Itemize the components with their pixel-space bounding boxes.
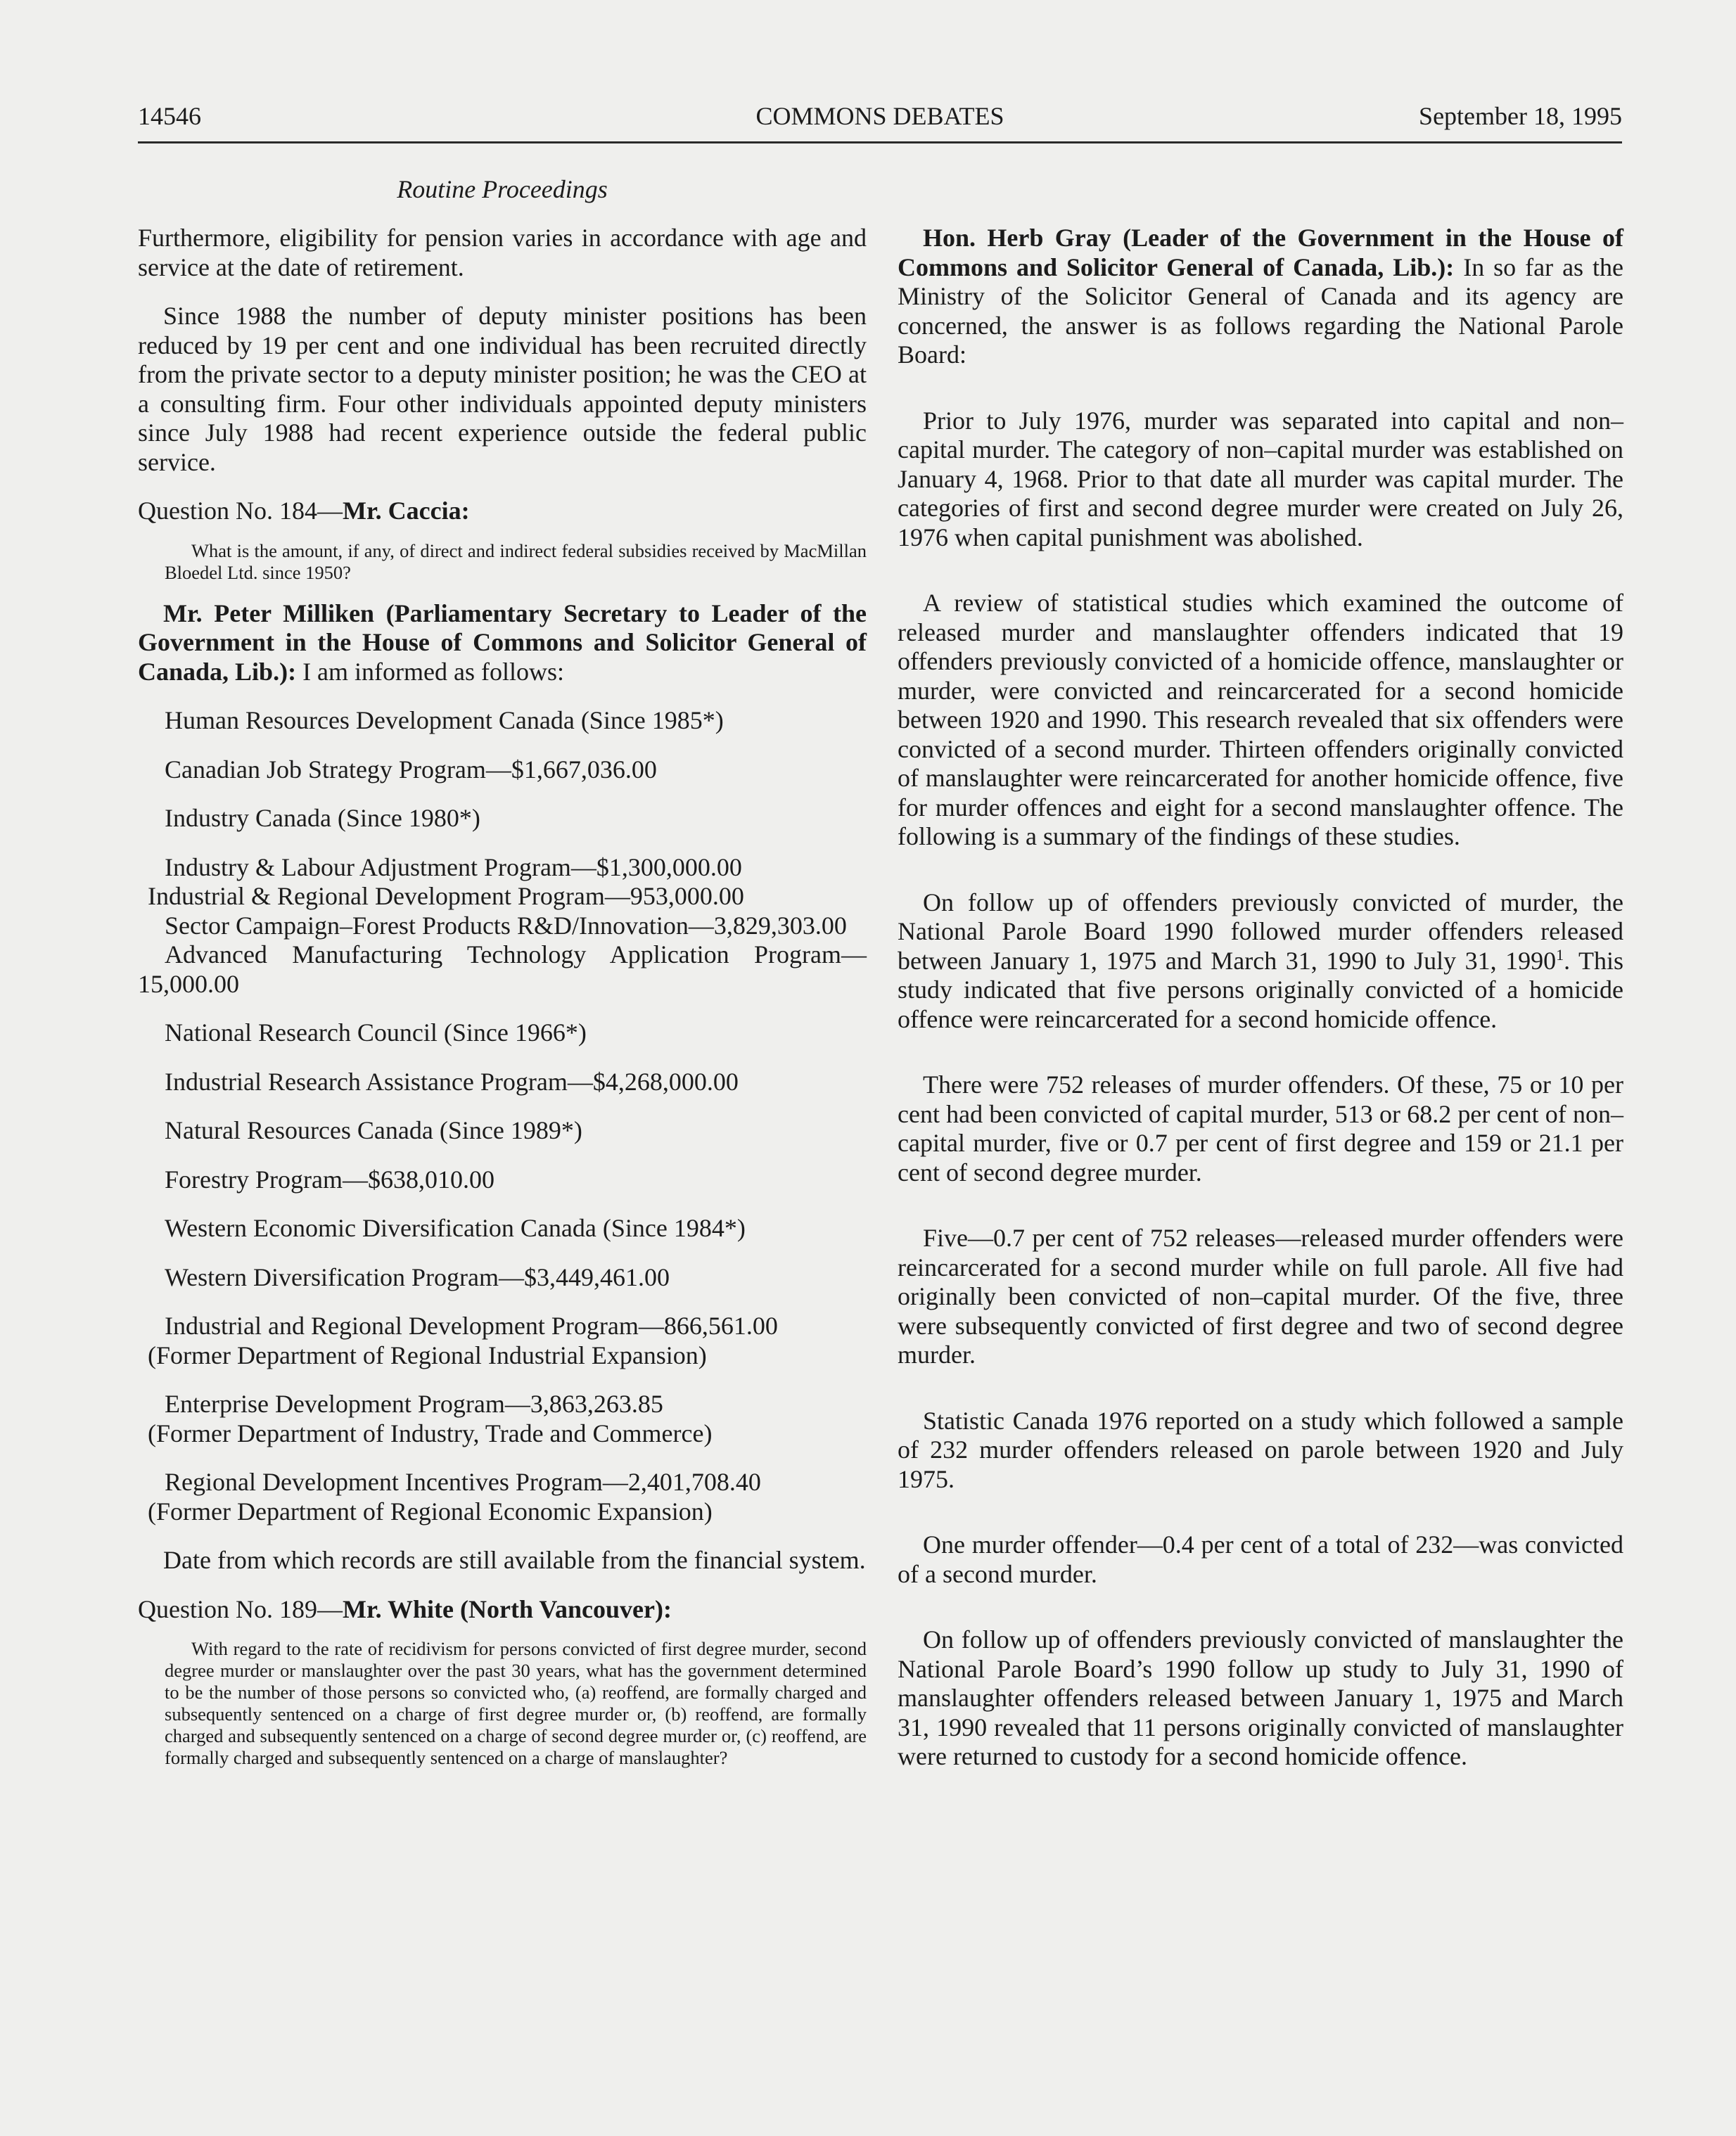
paragraph (898, 888, 1623, 1035)
paragraph: Since 1988 the number of deputy minister positions has been reduced by 19 per cent and one individual has been recruited directly from the private sector to a deputy minister position; he was the CEO at a consulting firm. Four other individuals appointed deputy ministers since July 1988 had recent experience outside the federal public service. (138, 302, 867, 476)
question-189-heading (138, 1595, 867, 1625)
paragraph: There were 752 releases of murder offenders. Of these, 75 or 10 per cent had been convicted of capital murder, 513 or 68.2 per cent of non–capital murder, five or 0.7 per cent of first degree and 159 or 21.1 per cent of second degree murder. (898, 1070, 1623, 1187)
list-item: Industrial & Regional Development Program—953,000.00 (148, 882, 744, 910)
list-item: Industry Canada (Since 1980*) (165, 804, 480, 832)
list-item-former-department: (Former Department of Regional Economic Expansion) (148, 1497, 713, 1526)
paragraph: On follow up of offenders previously convicted of manslaughter the National Parole Board’s 1990 follow up study to July 31, 1990 of manslaughter offenders released between January 1, 1975 and March 31, 1990 revealed that 11 persons originally convicted of manslaughter were returned to custody for a second homicide offence. (898, 1625, 1623, 1770)
list-item: Canadian Job Strategy Program—$1,667,036.00 (165, 755, 657, 784)
footnote-marker: 1 (1556, 945, 1564, 964)
list-item: Natural Resources Canada (Since 1989*) (165, 1116, 582, 1144)
answer-189 (898, 224, 1623, 370)
list-item: National Research Council (Since 1966*) (165, 1018, 587, 1047)
answer-184 (138, 599, 867, 687)
question-184-heading (138, 497, 867, 526)
page-header (138, 101, 1622, 143)
list-item: Sector Campaign–Forest Products R&D/Innovation—3,829,303.00 (165, 911, 847, 940)
paragraph: Five—0.7 per cent of 752 releases—released murder offenders were reincarcerated for a second murder while on full parole. All five had originally been convicted of non–capital murder. Of the five, three were subsequently convicted of first degree and two of second degree murder. (898, 1224, 1623, 1369)
list-item: Forestry Program—$638,010.00 (165, 1165, 494, 1194)
list-item-former-department: (Former Department of Industry, Trade and Commerce) (148, 1419, 713, 1447)
answer-intro: I am informed as follows: (302, 657, 564, 686)
list-item: Industrial and Regional Development Program—866,561.00 (165, 1312, 778, 1340)
section-title: Routine Proceedings (397, 175, 608, 203)
publication-title: COMMONS DEBATES (755, 102, 1004, 130)
question-189-text: With regard to the rate of recidivism for persons convicted of first degree murder, second degree murder or manslaughter over the past 30 years, what has the government determined to be the number of those persons so convicted who, (a) reoffend, are formally charged and subsequently sentenced on a charge of first degree murder or, (b) reoffend, are formally charged and subsequently sentenced on a charge of second degree murder or, (c) reoffend, are formally charged and subsequently sentenced on a charge of manslaughter? (165, 1638, 867, 1768)
speaker-name: Mr. Peter Milliken (Parliamentary Secretary to Leader of the Government in the House of Commons and Solicitor General of Canada, Lib.): (138, 599, 867, 686)
answer-intro: In so far as the Ministry of the Solicitor General of Canada and its agency are concerned, the answer is as follows regarding the National Parole Board: (898, 252, 1624, 369)
list-item: Western Economic Diversification Canada (Since 1984*) (165, 1214, 746, 1242)
paragraph: A review of statistical studies which examined the outcome of released murder and manslaughter offenders indicated that 19 offenders previously convicted of a homicide offence, manslaughter or murder, were convicted and reincarcerated for a second homicide between 1920 and 1990. This research revealed that six offenders were convicted of a second murder. Thirteen offenders originally convicted of manslaughter were reincarcerated for another homicide offence, five for murder offences and eight for a second manslaughter offence. The following is a summary of the findings of these studies. (898, 589, 1623, 850)
question-member: Mr. Caccia: (343, 497, 470, 525)
paragraph-text: On follow up of offenders previously convicted of murder, the National Parole Board 1990 followed murder offenders released between January 1, 1975 and March 31, 1990 to July 31, 1990 (898, 888, 1623, 975)
list-item: Western Diversification Program—$3,449,461.00 (165, 1262, 670, 1291)
list-item: Regional Development Incentives Program—2,401,708.40 (165, 1468, 761, 1496)
question-label: Question No. 184— (138, 497, 343, 525)
paragraph: One murder offender—0.4 per cent of a total of 232—was convicted of a second murder. (898, 1530, 1623, 1588)
list-item: Advanced Manufacturing Technology Application Program—15,000.00 (138, 940, 867, 998)
paragraph-text: . This study indicated that five persons originally convicted of a homicide offence were reincarcerated for a second homicide offence. (898, 946, 1623, 1033)
speaker-name: Hon. Herb Gray (Leader of the Government in the House of Commons and Solicitor General of Canada, Lib.): (898, 224, 1623, 281)
publication-date: September 18, 1995 (1419, 102, 1622, 130)
footnote-note: Date from which records are still available from the financial system. (163, 1546, 866, 1574)
list-item: Industrial Research Assistance Program—$4,268,000.00 (165, 1067, 739, 1096)
left-column (138, 224, 867, 1784)
list-item-former-department: (Former Department of Regional Industrial Expansion) (148, 1341, 707, 1369)
paragraph: Statistic Canada 1976 reported on a study which followed a sample of 232 murder offenders released on parole between 1920 and July 1975. (898, 1406, 1623, 1493)
list-item: Industry & Labour Adjustment Program—$1,300,000.00 (165, 852, 742, 881)
paragraph: Furthermore, eligibility for pension varies in accordance with age and service at the date of retirement. (138, 224, 867, 281)
question-label: Question No. 189— (138, 1594, 343, 1623)
list-item: Human Resources Development Canada (Since 1985*) (165, 706, 724, 734)
question-member: Mr. White (North Vancouver): (343, 1594, 672, 1623)
list-item: Enterprise Development Program—3,863,263.85 (165, 1390, 663, 1418)
page-number: 14546 (138, 102, 201, 130)
header-rule (138, 141, 1622, 143)
right-column (898, 224, 1623, 1772)
paragraph: Prior to July 1976, murder was separated into capital and non–capital murder. The category of non–capital murder was established on January 4, 1968. Prior to that date all murder was capital murder. The categories of first and second degree murder were created on July 26, 1976 when capital punishment was abolished. (898, 406, 1623, 551)
question-184-text: What is the amount, if any, of direct and indirect federal subsidies received by MacMillan Bloedel Ltd. since 1950? (165, 539, 867, 583)
